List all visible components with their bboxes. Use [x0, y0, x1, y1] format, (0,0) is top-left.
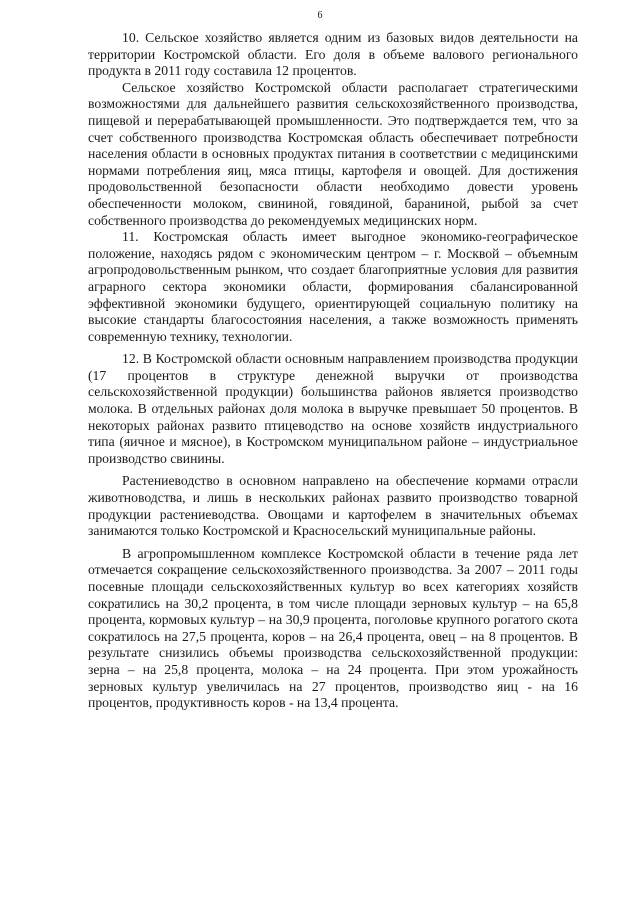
page-number: 6	[317, 10, 323, 21]
paragraph-production-decline: В агропромышленном комплексе Костромской области в течение ряда лет отмечается сокращение сельскохозяйственного производства. За 2007 – 2011 годы посевные площади сельскохозяйственных культур во всех категориях хозяйств сократились на 30,2 процента, в том числе площади зерновых культур – на 65,8 процента, кормовых культур – на 30,9 процента, поголовье крупного рогатого скота сократилось на 27,5 процента, коров – на 26,4 процента, овец – на 8 процентов. В результате снизились объемы производства сельскохозяйственной продукции: зерна – на 25,8 процента, молока – на 24 процента. При этом урожайность зерновых культур увеличилась на 27 процентов, производство яиц - на 16 процентов, продуктивность коров - на 13,4 процента.	[88, 545, 578, 711]
paragraph-10-agriculture-role: 10. Сельское хозяйство является одним из базовых видов деятельности на территории Костромской области. Его доля в объеме валового регионального продукта в 2011 году составила 12 процентов.	[88, 30, 578, 79]
paragraph-agriculture-potential: Сельское хозяйство Костромской области располагает стратегическими возможностями для дальнейшего развития сельскохозяйственного производства, пищевой и перерабатывающей промышленности. Это подтверждается тем, что за счет собственного производства Костромская область обеспечивает потребности населения области в основных продуктах питания в соответствии с медицинскими нормами потребления яиц, мяса птицы, картофеля и овощей. Для достижения продовольственной безопасности области необходимо довести уровень обеспеченности молоком, свининой, говядиной, бараниной, рыбой за счет собственного производства до рекомендуемых медицинских норм.	[88, 79, 578, 228]
paragraph-12-milk-production: 12. В Костромской области основным направлением производства продукции (17 процентов в структуре денежной выручки от производства сельскохозяйственной продукции) большинства районов является производство молока. В отдельных районах доля молока в выручке превышает 50 процентов. В некоторых районах развито птицеводство на основе хозяйств индустриального типа (яичное и мясное), в Костромском муниципальном районе – индустриальное производство свинины.	[88, 351, 578, 466]
paragraph-11-geographic-position: 11. Костромская область имеет выгодное экономико-географическое положение, находясь рядом с экономическим центром – г. Москвой – объемным агропродовольственным рынком, что создает благоприятные условия для развития аграрного сектора экономики области, формирования сбалансированной эффективной экономики будущего, ориентирующей социальную политику на высокие стандарты благосостояния населения, а также возможность применять современную технику, технологии.	[88, 229, 578, 344]
paragraph-crop-production: Растениеводство в основном направлено на обеспечение кормами отрасли животноводства, и лишь в нескольких районах развито производство товарной продукции растениеводства. Овощами и картофелем в значительных объемах занимаются только Костромской и Красносельский муниципальные районы.	[88, 473, 578, 539]
document-body	[88, 30, 578, 712]
